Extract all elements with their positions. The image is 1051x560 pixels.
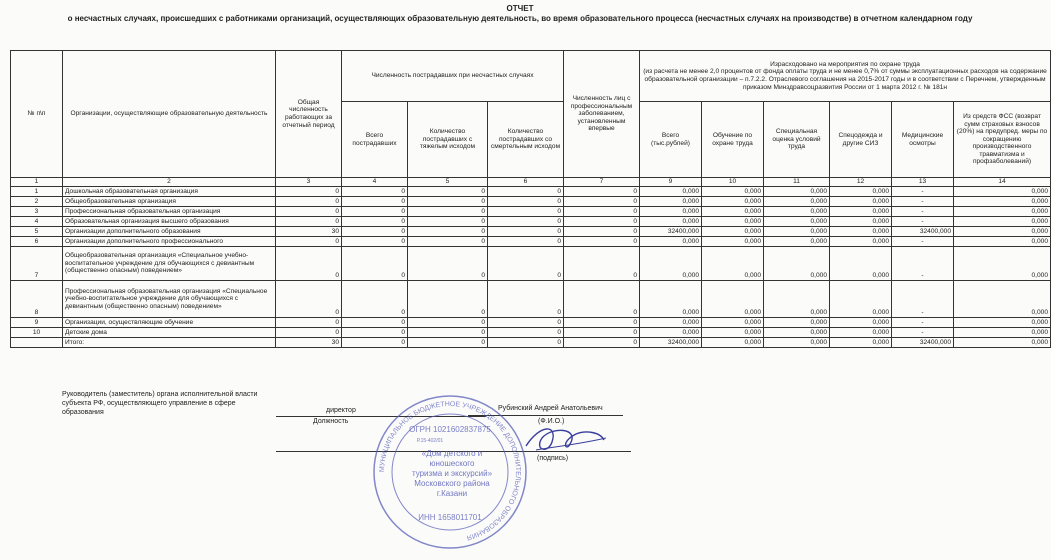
- cell-c12: 0,000: [830, 237, 892, 247]
- cell-c5: 0: [408, 318, 488, 328]
- cell-c7: 0: [564, 328, 640, 338]
- cell-c10: 0,000: [702, 338, 764, 348]
- cell-c10: 0,000: [702, 318, 764, 328]
- cell-c4: 0: [342, 318, 408, 328]
- cell-c4: 0: [342, 338, 408, 348]
- cell-c4: 0: [342, 328, 408, 338]
- row-number: 8: [11, 281, 63, 318]
- cell-c6: 0: [488, 247, 564, 281]
- cell-c9: 0,000: [640, 328, 702, 338]
- cell-c11: 0,000: [764, 281, 830, 318]
- cell-c12: 0,000: [830, 318, 892, 328]
- cell-c12: 0,000: [830, 187, 892, 197]
- row-number: 1: [11, 187, 63, 197]
- cell-c5: 0: [408, 187, 488, 197]
- organization-stamp: [370, 392, 530, 552]
- row-org-name: Итого:: [63, 338, 276, 348]
- cell-c14: 0,000: [954, 281, 1051, 318]
- stamp-inn: ИНН 1658011701: [418, 513, 482, 522]
- col-number: 4: [342, 178, 408, 187]
- cell-c7: 0: [564, 281, 640, 318]
- cell-c10: 0,000: [702, 328, 764, 338]
- cell-c10: 0,000: [702, 281, 764, 318]
- col-number: 12: [830, 178, 892, 187]
- cell-c14: 0,000: [954, 237, 1051, 247]
- cell-c12: 0,000: [830, 328, 892, 338]
- cell-c10: 0,000: [702, 237, 764, 247]
- header-victims-all: Всего пострадавших: [342, 102, 408, 178]
- name-label: (Ф.И.О.): [538, 418, 565, 425]
- position-label: Должность: [313, 418, 349, 425]
- cell-c7: 0: [564, 318, 640, 328]
- cell-c7: 0: [564, 237, 640, 247]
- row-number: 3: [11, 207, 63, 217]
- cell-c7: 0: [564, 187, 640, 197]
- cell-c4: 0: [342, 281, 408, 318]
- col-number: 9: [640, 178, 702, 187]
- cell-c4: 0: [342, 197, 408, 207]
- cell-c10: 0,000: [702, 227, 764, 237]
- col-number: 14: [954, 178, 1051, 187]
- cell-c5: 0: [408, 338, 488, 348]
- cell-c9: 0,000: [640, 281, 702, 318]
- cell-c12: 0,000: [830, 207, 892, 217]
- table-row: [11, 338, 1051, 348]
- cell-c6: 0: [488, 217, 564, 227]
- cell-c14: 0,000: [954, 197, 1051, 207]
- table-row: [11, 227, 1051, 237]
- cell-c3: 0: [276, 187, 342, 197]
- header-victims-group: Численность пострадавших при несчастных случаях: [342, 51, 564, 102]
- cell-c6: 0: [488, 237, 564, 247]
- cell-c3: 0: [276, 247, 342, 281]
- row-org-name: Детские дома: [63, 328, 276, 338]
- cell-c5: 0: [408, 197, 488, 207]
- cell-c5: 0: [408, 281, 488, 318]
- row-number: 4: [11, 217, 63, 227]
- cell-c3: 0: [276, 217, 342, 227]
- col-number: 2: [63, 178, 276, 187]
- table-row: [11, 247, 1051, 281]
- cell-c6: 0: [488, 318, 564, 328]
- cell-c5: 0: [408, 227, 488, 237]
- cell-c11: 0,000: [764, 187, 830, 197]
- cell-c6: 0: [488, 338, 564, 348]
- row-number: 5: [11, 227, 63, 237]
- cell-c3: 0: [276, 237, 342, 247]
- cell-c11: 0,000: [764, 207, 830, 217]
- cell-c10: 0,000: [702, 187, 764, 197]
- table-row: [11, 328, 1051, 338]
- cell-c12: 0,000: [830, 197, 892, 207]
- table-row: [11, 237, 1051, 247]
- cell-c4: 0: [342, 237, 408, 247]
- table-row: [11, 318, 1051, 328]
- handwritten-signature: [520, 420, 610, 456]
- table-row: [11, 207, 1051, 217]
- col-number: 5: [408, 178, 488, 187]
- cell-c4: 0: [342, 247, 408, 281]
- cell-c9: 0,000: [640, 197, 702, 207]
- header-victims-fatal: Количество пострадавших со смертельным исходом: [488, 102, 564, 178]
- cell-c12: 0,000: [830, 247, 892, 281]
- cell-c6: 0: [488, 187, 564, 197]
- col-number: 10: [702, 178, 764, 187]
- cell-c12: 0,000: [830, 338, 892, 348]
- table-body: [11, 187, 1051, 348]
- header-spent-total: Всего (тыс.рублей): [640, 102, 702, 178]
- cell-c6: 0: [488, 227, 564, 237]
- cell-c14: 0,000: [954, 217, 1051, 227]
- cell-c11: 0,000: [764, 318, 830, 328]
- cell-c5: 0: [408, 328, 488, 338]
- cell-c6: 0: [488, 207, 564, 217]
- cell-c12: 0,000: [830, 217, 892, 227]
- signature-left-text: Руководитель (заместитель) органа исполнительной власти субъекта РФ, осуществляющего управление в сфере образования: [62, 391, 258, 417]
- stamp-line: Московского района: [414, 479, 490, 488]
- cell-c5: 0: [408, 217, 488, 227]
- cell-c7: 0: [564, 197, 640, 207]
- cell-c13: -: [892, 237, 954, 247]
- cell-c11: 0,000: [764, 247, 830, 281]
- header-num: № п\п: [11, 51, 63, 178]
- header-fss: Из средств ФСС (возврат сумм страховых взносов (20%) на предупред. меры по сокращению производственного травматизма и профзаболеваний): [954, 102, 1051, 178]
- cell-c10: 0,000: [702, 207, 764, 217]
- row-org-name: Организации дополнительного образования: [63, 227, 276, 237]
- cell-c5: 0: [408, 207, 488, 217]
- cell-c3: 0: [276, 318, 342, 328]
- stamp-ring-text: МУНИЦИПАЛЬНОЕ БЮДЖЕТНОЕ УЧРЕЖДЕНИЕ ДОПОЛНИТЕЛЬНОГО ОБРАЗОВАНИЯ: [378, 400, 522, 541]
- cell-c7: 0: [564, 217, 640, 227]
- col-number: 1: [11, 178, 63, 187]
- position-value: директор: [326, 407, 356, 414]
- cell-c10: 0,000: [702, 197, 764, 207]
- cell-c13: -: [892, 197, 954, 207]
- cell-c14: 0,000: [954, 338, 1051, 348]
- cell-c7: 0: [564, 247, 640, 281]
- cell-c11: 0,000: [764, 217, 830, 227]
- cell-c13: 32400,000: [892, 227, 954, 237]
- header-clothing: Спецодежда и другие СИЗ: [830, 102, 892, 178]
- row-number: [11, 338, 63, 348]
- header-occupational: Численность лиц с профессиональным заболеванием, установленным впервые: [564, 51, 640, 178]
- cell-c14: 0,000: [954, 187, 1051, 197]
- cell-c11: 0,000: [764, 328, 830, 338]
- cell-c14: 0,000: [954, 328, 1051, 338]
- table-row: [11, 187, 1051, 197]
- cell-c3: 0: [276, 207, 342, 217]
- table-row: [11, 281, 1051, 318]
- cell-c13: -: [892, 318, 954, 328]
- cell-c11: 0,000: [764, 227, 830, 237]
- cell-c7: 0: [564, 227, 640, 237]
- header-spent-group: Израсходовано на мероприятия по охране труда (из расчета не менее 2,0 процентов от фонда оплаты труда и не менее 0,7% от суммы эксплуатационных расходов на содержание образовательной организации – п.7.2.2. Отраслевого соглашения на 2015-2017 годы и в соответствии с Перечнем, утвержденным приказом Минздравсоцразвития России от 1 марта 2012 г. № 181н: [640, 51, 1051, 102]
- col-number: 3: [276, 178, 342, 187]
- cell-c9: 0,000: [640, 247, 702, 281]
- cell-c13: -: [892, 207, 954, 217]
- row-number: 9: [11, 318, 63, 328]
- row-number: 6: [11, 237, 63, 247]
- stamp-line: туризма и экскурсий»: [411, 469, 493, 478]
- cell-c13: -: [892, 328, 954, 338]
- row-org-name: Дошкольная образовательная организация: [63, 187, 276, 197]
- header-total-workers: Общая численность работающих за отчетный период: [276, 51, 342, 178]
- cell-c4: 0: [342, 217, 408, 227]
- row-org-name: Общеобразовательная организация: [63, 197, 276, 207]
- stamp-line: юношеского: [429, 459, 475, 468]
- stamp-line: г.Казани: [436, 489, 468, 498]
- header-medical: Медицинские осмотры: [892, 102, 954, 178]
- report-table: [10, 50, 1051, 348]
- header-training: Обучение по охране труда: [702, 102, 764, 178]
- cell-c10: 0,000: [702, 217, 764, 227]
- cell-c14: 0,000: [954, 318, 1051, 328]
- cell-c9: 0,000: [640, 217, 702, 227]
- cell-c13: -: [892, 187, 954, 197]
- row-org-name: Образовательная организация высшего образования: [63, 217, 276, 227]
- header-org: Организации, осуществляющие образовательную деятельность: [63, 51, 276, 178]
- cell-c11: 0,000: [764, 237, 830, 247]
- cell-c12: 0,000: [830, 227, 892, 237]
- cell-c14: 0,000: [954, 227, 1051, 237]
- stamp-line: «Дом детского и: [421, 449, 483, 458]
- stamp-code: Р.15-402/01: [416, 438, 444, 444]
- cell-c12: 0,000: [830, 281, 892, 318]
- cell-c13: -: [892, 217, 954, 227]
- row-number: 7: [11, 247, 63, 281]
- cell-c5: 0: [408, 237, 488, 247]
- name-value: Рубинский Андрей Анатольевич: [498, 405, 603, 412]
- cell-c5: 0: [408, 247, 488, 281]
- cell-c4: 0: [342, 187, 408, 197]
- cell-c14: 0,000: [954, 207, 1051, 217]
- col-number: 13: [892, 178, 954, 187]
- col-number: 11: [764, 178, 830, 187]
- row-number: 2: [11, 197, 63, 207]
- cell-c9: 0,000: [640, 207, 702, 217]
- cell-c3: 0: [276, 197, 342, 207]
- cell-c11: 0,000: [764, 197, 830, 207]
- cell-c13: -: [892, 247, 954, 281]
- cell-c6: 0: [488, 281, 564, 318]
- cell-c10: 0,000: [702, 247, 764, 281]
- cell-c13: -: [892, 281, 954, 318]
- cell-c9: 0,000: [640, 318, 702, 328]
- cell-c3: 0: [276, 328, 342, 338]
- cell-c9: 32400,000: [640, 227, 702, 237]
- header-victims-severe: Количество пострадавших с тяжелым исходом: [408, 102, 488, 178]
- header-special-eval: Специальная оценка условий труда: [764, 102, 830, 178]
- cell-c7: 0: [564, 207, 640, 217]
- cell-c3: 30: [276, 227, 342, 237]
- column-numbers-row: [11, 178, 1051, 187]
- cell-c4: 0: [342, 227, 408, 237]
- col-number: 7: [564, 178, 640, 187]
- row-number: 10: [11, 328, 63, 338]
- row-org-name: Профессиональная образовательная организация: [63, 207, 276, 217]
- report-title: ОТЧЕТ: [506, 4, 534, 13]
- row-org-name: Организации дополнительного профессионального: [63, 237, 276, 247]
- cell-c6: 0: [488, 197, 564, 207]
- row-org-name: Профессиональная образовательная организация «Специальное учебно-воспитательное учреждение для обучающихся с девиантным (общественно опасным) поведением»: [63, 281, 276, 318]
- table-row: [11, 217, 1051, 227]
- cell-c9: 32400,000: [640, 338, 702, 348]
- row-org-name: Общеобразовательная организация «Специальное учебно-воспитательное учреждение для обучающихся с девиантным (общественно опасным) поведением»: [63, 247, 276, 281]
- cell-c3: 0: [276, 281, 342, 318]
- col-number: 6: [488, 178, 564, 187]
- cell-c4: 0: [342, 207, 408, 217]
- cell-c9: 0,000: [640, 237, 702, 247]
- stamp-ogrn: ОГРН 1021602837875: [409, 425, 491, 434]
- cell-c13: 32400,000: [892, 338, 954, 348]
- table-row: [11, 197, 1051, 207]
- cell-c6: 0: [488, 328, 564, 338]
- cell-c3: 30: [276, 338, 342, 348]
- cell-c7: 0: [564, 338, 640, 348]
- sign-label: (подпись): [537, 455, 569, 462]
- row-org-name: Организации, осуществляющие обучение: [63, 318, 276, 328]
- cell-c14: 0,000: [954, 247, 1051, 281]
- report-subtitle: о несчастных случаях, происшедших с работниками организаций, осуществляющих образовательную деятельность, во время образовательного процесса (несчастных случаях на производстве) в отчетном календарном году: [67, 14, 973, 23]
- cell-c9: 0,000: [640, 187, 702, 197]
- cell-c11: 0,000: [764, 338, 830, 348]
